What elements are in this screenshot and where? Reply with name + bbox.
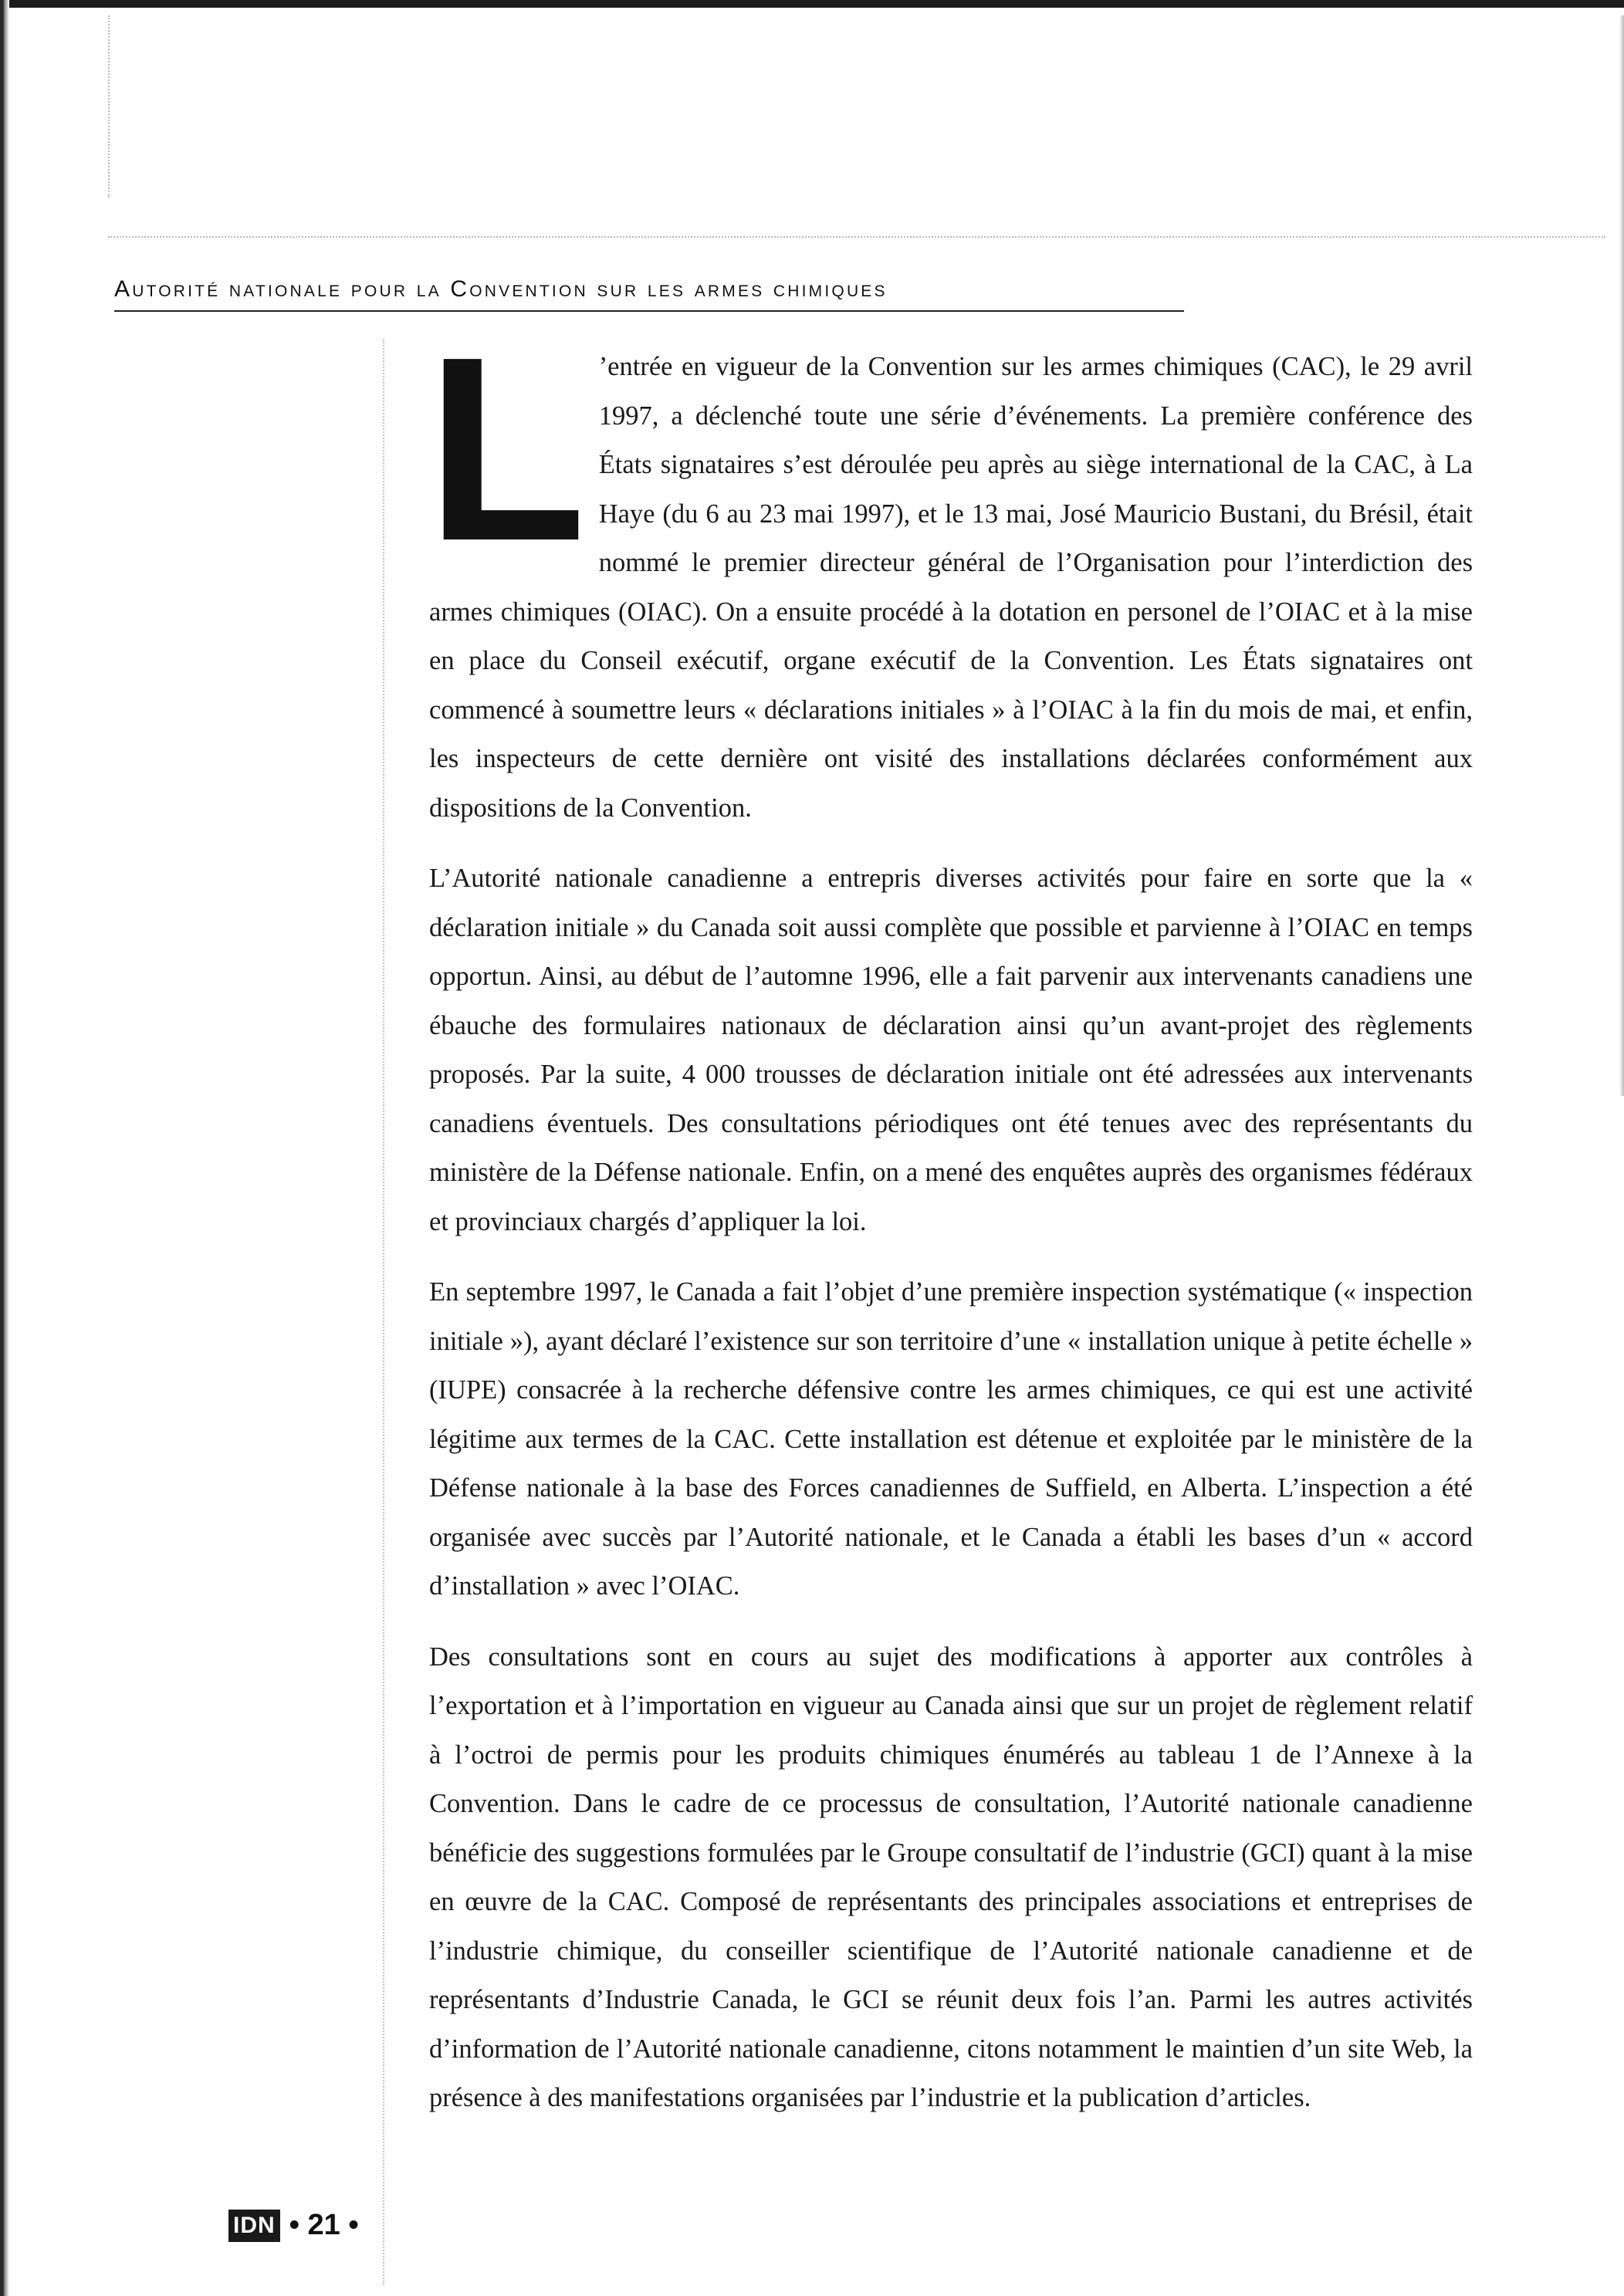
paragraph-1: [426, 303, 1473, 833]
paragraph-2: L’Autorité nationale canadienne a entrepris diverses activités pour faire en sorte que la « déclaration initiale » du Canada soit aussi complète que possible et parvienne à l’OIAC en temps opportun. Ainsi, au début de l’automne 1996, elle a fait parvenir aux intervenants canadiens une ébauche des formulaires nationaux de déclaration ainsi qu’un avant-projet des règlements proposés. Par la suite, 4 000 trousses de déclaration initiale ont été adressées aux intervenants canadiens éventuels. Des consultations périodiques ont été tenues avec des représentants du ministère de la Défense nationale. Enfin, on a mené des enquêtes auprès des organismes fédéraux et provinciaux chargés d’appliquer la loi.: [429, 864, 1473, 1236]
header-underline: [114, 310, 1184, 312]
article-body: [426, 303, 1473, 2145]
page-number: • 21 •: [289, 2209, 359, 2241]
scan-left-edge: [0, 0, 9, 2296]
paragraph-4: Des consultations sont en cours au sujet des modifications à apporter aux contrôles à l’exportation et à l’importation en vigueur au Canada ainsi que sur un projet de règlement relatif à l’octroi de permis pour les produits chimiques énumérés au tableau 1 de l’Annexe à la Convention. Dans le cadre de ce processus de consultation, l’Autorité nationale canadienne bénéficie des suggestions formulées par le Groupe consultatif de l’industrie (GCI) quant à la mise en œuvre de la CAC. Composé de représentants des principales associations et entreprises de l’industrie chimique, du conseiller scientifique de l’Autorité nationale canadienne et de représentants d’Industrie Canada, le GCI se réunit deux fois l’an. Parmi les autres activités d’information de l’Autorité nationale canadienne, citons notamment le maintien d’un site Web, la présence à des manifestations organisées par l’industrie et la publication d’articles.: [429, 1642, 1473, 2112]
paragraph-1-text: ’entrée en vigueur de la Convention sur les armes chimiques (CAC), le 29 avril 1997, a déclenché toute une série d’événements. La première conférence des États signataires s’est déroulée peu après au siège international de la CAC, à La Haye (du 6 au 23 mai 1997), et le 13 mai, José Mauricio Bustani, du Brésil, était nommé le premier directeur général de l’Organisation pour l’interdiction des armes chimiques (OIAC). On a ensuite procédé à la dotation en personel de l’OIAC et à la mise en place du Conseil exécutif, organe exécutif de la Convention. Les États signataires ont commencé à soumettre leurs « déclarations initiales » à l’OIAC à la fin du mois de mai, et enfin, les inspecteurs de cette dernière ont visité des installations déclarées conformément aux dispositions de la Convention.: [429, 352, 1473, 823]
dotted-margin-vertical: [108, 15, 110, 198]
drop-cap: L: [426, 303, 587, 596]
paragraph-3: En septembre 1997, le Canada a fait l’objet d’une première inspection systématique (« inspection initiale »), ayant déclaré l’existence sur son territoire d’une « installation unique à petite échelle » (IUPE) consacrée à la recherche défensive contre les armes chimiques, ce qui est une activité légitime aux termes de la CAC. Cette installation est détenue et exploitée par le ministère de la Défense nationale à la base des Forces canadiennes de Suffield, en Alberta. L’inspection a été organisée avec succès par l’Autorité nationale, et le Canada a établi les bases d’un « accord d’installation » avec l’OIAC.: [429, 1277, 1473, 1601]
page-footer: [228, 2209, 359, 2242]
scan-top-edge: [0, 0, 1624, 8]
dotted-column-guide: [383, 340, 384, 2284]
scan-right-edge: [1619, 15, 1624, 1096]
dotted-margin-horizontal: [108, 236, 1605, 238]
idn-logo: IDN: [228, 2210, 280, 2242]
section-header: Autorité nationale pour la Convention sur les armes chimiques: [114, 276, 888, 302]
